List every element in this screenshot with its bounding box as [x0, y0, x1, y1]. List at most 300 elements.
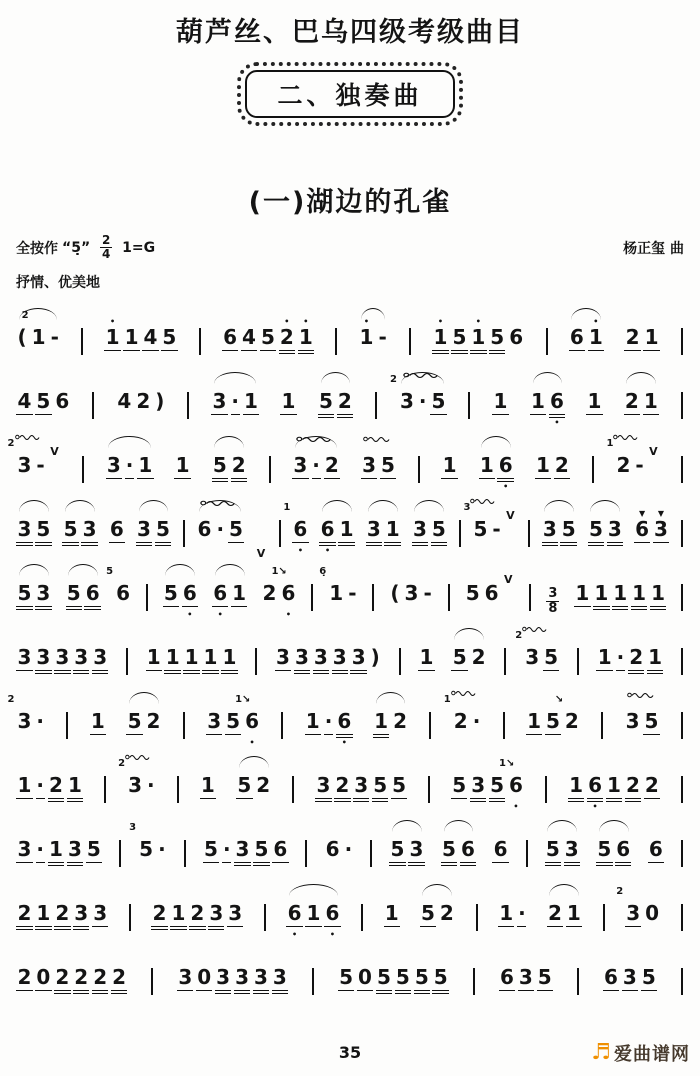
spacer — [364, 996, 367, 1005]
octave-dot-above: • — [437, 317, 444, 326]
note — [632, 572, 646, 621]
note-group — [645, 828, 666, 877]
dot — [36, 828, 44, 877]
underline — [373, 734, 389, 735]
spacer — [379, 804, 382, 813]
underline — [497, 478, 513, 479]
spacer — [647, 996, 650, 1005]
spacer — [479, 548, 482, 557]
glyph: 3 — [93, 901, 108, 925]
glyph: 1 — [648, 645, 663, 669]
barline — [681, 648, 683, 675]
glyph: 1 — [17, 773, 32, 797]
glyph: - — [348, 581, 357, 605]
slur-group — [160, 572, 200, 621]
note — [651, 572, 665, 621]
spacer — [603, 676, 606, 685]
note-group — [283, 502, 311, 557]
glyph: · — [158, 837, 166, 861]
grace-note: 3 — [463, 502, 471, 513]
glyph: 5 — [473, 517, 488, 541]
glyph: · — [36, 773, 45, 797]
note — [461, 828, 475, 877]
note — [589, 316, 603, 365]
underline — [234, 990, 250, 991]
note — [635, 508, 649, 557]
dot — [223, 828, 231, 877]
note — [443, 694, 468, 749]
glyph: - — [492, 517, 501, 541]
dot — [325, 700, 333, 749]
glyph: 6 — [569, 325, 584, 349]
glyph: 2 — [324, 453, 339, 477]
spacer — [319, 676, 322, 685]
underline — [430, 414, 446, 415]
underline — [596, 670, 612, 671]
spacer — [23, 996, 26, 1005]
spacer — [177, 932, 180, 941]
underline — [408, 862, 424, 863]
note — [385, 892, 399, 941]
barline — [311, 584, 313, 611]
glyph: 1 — [594, 581, 609, 605]
glyph: 6 — [325, 837, 340, 861]
note — [598, 636, 612, 685]
note — [136, 380, 150, 429]
accent-icon: ▼ — [639, 509, 646, 518]
note-group — [118, 758, 159, 813]
spacer — [613, 804, 616, 813]
dot — [473, 700, 481, 749]
note — [623, 956, 637, 1005]
underline — [336, 734, 352, 735]
note — [138, 444, 152, 493]
note — [536, 444, 550, 493]
spacer — [142, 420, 145, 429]
spacer — [341, 804, 344, 813]
underline — [35, 606, 51, 607]
ts-numerator: 3 — [548, 586, 558, 601]
spacer — [631, 356, 634, 365]
glyph: · — [344, 837, 353, 861]
underline — [73, 926, 89, 927]
spacer — [99, 996, 102, 1005]
glyph: 5 — [641, 965, 656, 989]
barline — [177, 776, 179, 803]
underline — [206, 734, 222, 735]
note — [340, 508, 354, 557]
spacer — [285, 356, 288, 365]
glyph: 6 — [603, 965, 618, 989]
spacer — [268, 612, 271, 621]
spacer — [241, 996, 244, 1005]
note — [254, 956, 268, 1005]
note — [144, 316, 158, 365]
note-group — [143, 636, 240, 685]
trill-icon — [200, 499, 240, 507]
glyph: 2 — [337, 389, 352, 413]
note — [570, 316, 584, 365]
underline — [391, 798, 407, 799]
score-line-4 — [14, 502, 686, 560]
underline — [109, 542, 125, 543]
note — [594, 572, 608, 621]
note — [74, 636, 88, 685]
glyph: 6 — [197, 517, 212, 541]
note — [453, 636, 467, 685]
dot — [36, 700, 44, 749]
underline — [596, 862, 612, 863]
expression-marking: 抒情、优美地 — [16, 275, 100, 291]
spacer — [654, 868, 657, 877]
spacer — [649, 420, 652, 429]
underline — [298, 350, 314, 351]
glyph: 2 — [625, 773, 640, 797]
spacer — [203, 996, 206, 1005]
glyph: · — [36, 709, 45, 733]
spacer — [232, 740, 235, 749]
score-line-8 — [14, 758, 686, 813]
underline — [420, 926, 436, 927]
note — [499, 758, 523, 813]
note — [613, 572, 627, 621]
note-group — [114, 380, 168, 429]
note — [226, 700, 240, 749]
time-signature-numerator: 2 — [101, 233, 111, 247]
glyph: 6 — [320, 517, 335, 541]
spacer — [632, 804, 635, 813]
spacer — [69, 548, 72, 557]
underline — [222, 350, 238, 351]
note — [197, 956, 211, 1005]
note — [354, 764, 368, 813]
glyph: 5 — [212, 453, 227, 477]
spacer — [42, 996, 45, 1005]
glyph: 3 — [625, 709, 640, 733]
note — [18, 764, 32, 813]
note — [616, 886, 641, 941]
note — [295, 636, 309, 685]
glyph: 5 — [17, 581, 32, 605]
spacer — [387, 484, 390, 493]
note — [18, 956, 32, 1005]
glyph: 5 — [644, 709, 659, 733]
note — [117, 380, 131, 429]
underline — [84, 606, 100, 607]
spacer — [360, 804, 363, 813]
barline — [126, 648, 128, 675]
underline — [151, 926, 167, 927]
glyph: ) — [155, 389, 165, 413]
note — [360, 316, 374, 365]
note — [261, 316, 275, 365]
spacer — [343, 420, 346, 429]
glyph: 3 — [128, 773, 143, 797]
glyph: 3 — [518, 965, 533, 989]
note — [367, 508, 381, 557]
spacer — [74, 804, 77, 813]
underline — [90, 734, 106, 735]
glyph: 1 — [575, 581, 590, 605]
note — [648, 636, 662, 685]
glyph: 5 — [373, 773, 388, 797]
spacer — [61, 676, 64, 685]
underline — [543, 670, 559, 671]
underline — [92, 670, 108, 671]
glyph: 5 — [339, 965, 354, 989]
spacer — [229, 356, 232, 365]
spacer — [575, 804, 578, 813]
glyph: 1 — [499, 901, 514, 925]
spacer — [550, 676, 553, 685]
spacer — [398, 804, 401, 813]
spacer — [415, 868, 418, 877]
underline — [73, 990, 89, 991]
note-group — [462, 572, 516, 621]
trill-icon — [613, 433, 641, 441]
note — [273, 828, 287, 877]
note-group — [204, 694, 263, 749]
glyph: 1 — [566, 901, 581, 925]
slur-group — [60, 508, 100, 557]
glyph: 5 — [204, 837, 218, 861]
score-line-2 — [14, 374, 686, 429]
glyph: 3 — [293, 453, 308, 477]
note — [629, 636, 643, 685]
score-line-6 — [14, 630, 686, 685]
spacer — [638, 612, 641, 621]
glyph: 1 — [644, 325, 659, 349]
note — [306, 700, 320, 749]
note-group — [387, 572, 435, 621]
glyph: 5 — [66, 581, 81, 605]
glyph: 3 — [106, 453, 121, 477]
spacer — [505, 932, 508, 941]
glyph: 3 — [404, 581, 419, 605]
dash — [378, 316, 386, 365]
note — [213, 444, 227, 493]
spacer — [380, 740, 383, 749]
note — [49, 764, 63, 813]
glyph: 2 — [335, 773, 350, 797]
note — [626, 700, 640, 749]
spacer — [495, 548, 498, 557]
spacer — [458, 676, 461, 685]
underline — [280, 414, 296, 415]
slur-group — [234, 764, 274, 813]
spacer — [399, 740, 402, 749]
note — [18, 572, 32, 621]
glyph: 1 — [31, 325, 46, 349]
underline — [104, 350, 120, 351]
glyph: 4 — [242, 325, 256, 349]
note — [256, 764, 270, 813]
glyph: 1 — [384, 901, 399, 925]
spacer — [374, 676, 377, 685]
note-group — [273, 636, 384, 685]
spacer — [55, 804, 58, 813]
note-group — [622, 316, 662, 365]
underline — [81, 542, 97, 543]
glyph: 6 — [493, 837, 508, 861]
glyph: 1 — [471, 325, 486, 349]
note-group — [524, 694, 583, 749]
underline — [353, 798, 369, 799]
barline — [476, 904, 478, 931]
slur-group — [209, 444, 249, 493]
score-line-9 — [14, 822, 686, 877]
glyph: 3 — [36, 581, 51, 605]
slur-group — [539, 508, 579, 557]
spacer — [448, 868, 451, 877]
note — [452, 764, 466, 813]
glyph: 3 — [362, 453, 377, 477]
spacer — [419, 548, 422, 557]
note — [544, 636, 558, 685]
note-group — [253, 546, 270, 560]
ts-denominator: 8 — [548, 601, 558, 616]
note — [64, 508, 78, 557]
time-signature-3-8 — [546, 588, 559, 615]
underline — [451, 350, 467, 351]
glyph: 6 — [588, 773, 603, 797]
spacer — [554, 932, 557, 941]
glyph: 1 — [588, 325, 603, 349]
spacer — [570, 868, 573, 877]
barline — [577, 648, 579, 675]
spacer — [23, 676, 26, 685]
underline — [518, 990, 534, 991]
glyph: 5 — [63, 517, 78, 541]
underline — [111, 990, 127, 991]
note — [415, 956, 429, 1005]
glyph: 5 — [588, 517, 603, 541]
section-title: 二、独奏曲 — [245, 70, 454, 118]
glyph: 5 — [537, 965, 552, 989]
glyph: 5 — [452, 773, 467, 797]
barline — [184, 840, 186, 867]
glyph: 3 — [399, 389, 414, 413]
glyph: 6 — [223, 325, 238, 349]
dot — [36, 764, 44, 813]
note-group — [532, 444, 572, 493]
spacer — [123, 420, 126, 429]
spacer — [160, 868, 163, 877]
grace-note: 2 — [616, 886, 624, 897]
note-group — [106, 566, 134, 621]
grace-note: 1 — [283, 502, 291, 513]
note — [137, 508, 151, 557]
spacer — [485, 484, 488, 493]
spacer — [477, 676, 480, 685]
glyph: 2 — [564, 709, 579, 733]
spacer — [657, 612, 660, 621]
note — [87, 828, 101, 877]
spacer — [458, 804, 461, 813]
underline — [86, 862, 102, 863]
grace-note: 2̇ — [21, 310, 29, 321]
spacer — [311, 740, 314, 749]
glyph: 6 — [85, 581, 100, 605]
glyph: 5 — [490, 773, 505, 797]
spacer — [42, 548, 45, 557]
glyph: 1 — [531, 389, 545, 413]
spacer — [365, 356, 368, 365]
glyph: 5 — [127, 709, 142, 733]
underline — [35, 670, 51, 671]
dot — [147, 764, 155, 813]
spacer — [143, 548, 146, 557]
underline — [414, 990, 430, 991]
note — [273, 956, 287, 1005]
note — [183, 572, 197, 621]
note-group — [278, 380, 299, 429]
note — [608, 508, 622, 557]
note — [494, 828, 508, 877]
note-group — [259, 566, 299, 621]
note — [626, 764, 640, 813]
note-group — [439, 444, 460, 493]
note — [18, 508, 32, 557]
note-group — [14, 380, 73, 429]
spacer — [234, 420, 237, 429]
underline — [253, 862, 269, 863]
underline — [272, 862, 288, 863]
note — [232, 444, 246, 493]
spacer — [425, 676, 428, 685]
spacer — [134, 804, 137, 813]
spacer — [184, 996, 187, 1005]
underline — [16, 862, 32, 863]
spacer — [299, 484, 302, 493]
glyph: 2 — [554, 453, 569, 477]
glyph: 2 — [152, 901, 167, 925]
dot — [158, 828, 166, 877]
barline — [681, 456, 683, 483]
note — [67, 572, 81, 621]
note — [316, 764, 330, 813]
glyph: 2 — [547, 901, 562, 925]
underline — [566, 926, 582, 927]
glyph: 3 — [313, 645, 328, 669]
note-group — [102, 316, 180, 365]
note-group — [14, 764, 85, 813]
underline — [625, 798, 641, 799]
note — [335, 764, 349, 813]
underline — [586, 414, 602, 415]
glyph: 3 — [17, 453, 32, 477]
glyph: 6 — [55, 389, 70, 413]
underline — [587, 798, 603, 799]
page-number: 35 — [338, 1043, 362, 1062]
spacer — [654, 676, 657, 685]
note — [442, 828, 456, 877]
spacer — [467, 868, 470, 877]
grace-note: 1↘ — [271, 566, 287, 577]
slur-group — [566, 316, 606, 365]
note — [229, 508, 243, 557]
underline — [588, 350, 604, 351]
spacer — [437, 548, 440, 557]
score-line-11 — [14, 958, 686, 1005]
glyph: 5 — [260, 325, 275, 349]
note-group — [319, 566, 360, 621]
note-group — [87, 700, 108, 749]
glyph: 1 — [171, 901, 186, 925]
underline — [279, 350, 295, 351]
glyph: 5 — [420, 901, 435, 925]
trill-icon — [15, 433, 43, 441]
